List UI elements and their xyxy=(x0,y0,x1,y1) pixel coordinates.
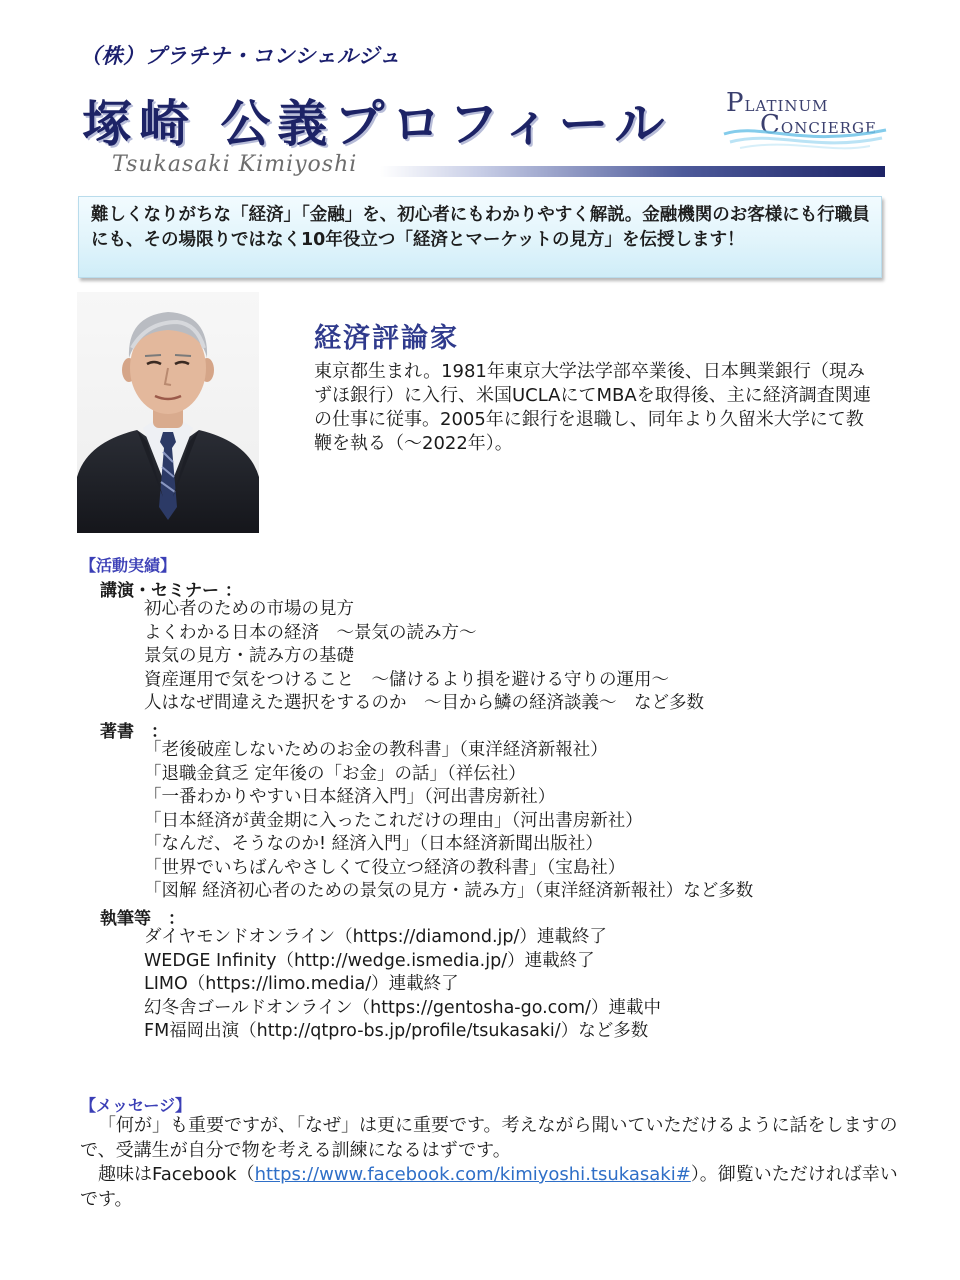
intro-box: 難しくなりがちな「経済」「金融」を、初心者にもわかりやすく解説。金融機関のお客様にも行職員にも、その場限りではなく10年役立つ「経済とマーケットの見方」を伝授します！ xyxy=(78,196,882,278)
facebook-link[interactable]: https://www.facebook.com/kimiyoshi.tsukasaki# xyxy=(254,1164,691,1185)
message-paragraph-2: 趣味はFacebook（https://www.facebook.com/kimiyoshi.tsukasaki#）。御覧いただければ幸いです。 xyxy=(80,1164,898,1210)
lectures-label: 講演・セミナー ： xyxy=(100,581,242,601)
list-item: 幻冬舎ゴールドオンライン（https://gentosha-go.com/）連載中 xyxy=(144,997,661,1018)
list-item: 「なんだ、そうなのか! 経済入門」（日本経済新聞出版社） xyxy=(144,834,603,854)
logo-line-1: PLATINUM xyxy=(726,88,829,118)
list-item: WEDGE Infinity（http://wedge.ismedia.jp/）連載終了 xyxy=(144,950,595,971)
bio-text: 東京都生まれ。1981年東京大学法学部卒業後、日本興業銀行（現みずほ銀行）に入行、米国UCLAにてMBAを取得後、主に経済調査関連の仕事に従事。2005年に銀行を退職し、同年より久留米大学にて教鞭を執る（～2022年）。 xyxy=(314,361,871,454)
books-list xyxy=(144,739,753,904)
activities-heading: 【活動実績】 xyxy=(80,556,177,575)
lectures-list xyxy=(144,598,704,716)
writings-list xyxy=(144,926,661,1044)
title-rule xyxy=(380,166,885,177)
list-item: LIMO（https://limo.media/）連載終了 xyxy=(144,974,459,994)
list-item: 景気の見方・読み方の基礎 xyxy=(144,646,354,666)
message-paragraph-1: 「何が」も重要ですが、「なぜ」は更に重要です。考えながら聞いていただけるように話をしますので、受講生が自分で物を考える訓練になるはずです。 xyxy=(80,1115,898,1161)
platinum-concierge-logo xyxy=(720,86,890,152)
list-item: 「退職金貧乏 定年後の「お金」の話」（祥伝社） xyxy=(144,763,526,784)
list-item: 「図解 経済初心者のための景気の見方・読み方」（東洋経済新報社）など多数 xyxy=(144,881,754,901)
list-item: 「世界でいちばんやさしくて役立つ経済の教科書」（宝島社） xyxy=(144,857,626,878)
list-item: 人はなぜ間違えた選択をするのか ～目から鱗の経済談義～ など多数 xyxy=(144,693,704,713)
logo-line-2: CONCIERGE xyxy=(760,110,877,140)
company-name: （株）プラチナ・コンシェルジュ xyxy=(80,43,401,68)
message-heading: 【メッセージ】 xyxy=(80,1096,192,1115)
roman-name: Tsukasaki Kimiyoshi xyxy=(112,152,358,177)
list-item: FM福岡出演（http://qtpro-bs.jp/profile/tsukasaki/）など多数 xyxy=(144,1021,649,1041)
list-item: よくわかる日本の経済 ～景気の読み方～ xyxy=(144,622,477,643)
list-item: ダイヤモンドオンライン（https://diamond.jp/）連載終了 xyxy=(144,927,607,947)
page-title: 塚崎 公義プロフィール xyxy=(82,94,672,153)
role-title: 経済評論家 xyxy=(314,323,459,354)
logo-wave-icon xyxy=(720,120,890,152)
books-label: 著書 ： xyxy=(100,722,168,742)
list-item: 初心者のための市場の見方 xyxy=(144,599,354,619)
list-item: 「老後破産しないためのお金の教科書」（東洋経済新報社） xyxy=(144,740,608,760)
list-item: 「一番わかりやすい日本経済入門」（河出書房新社） xyxy=(144,787,556,807)
message-body xyxy=(80,1114,902,1212)
list-item: 「日本経済が黄金期に入ったこれだけの理由」（河出書房新社） xyxy=(144,810,643,831)
portrait-photo xyxy=(77,292,259,533)
list-item: 資産運用で気をつけること ～儲けるより損を避ける守りの運用～ xyxy=(144,669,669,690)
writings-label: 執筆等 ： xyxy=(100,909,185,929)
